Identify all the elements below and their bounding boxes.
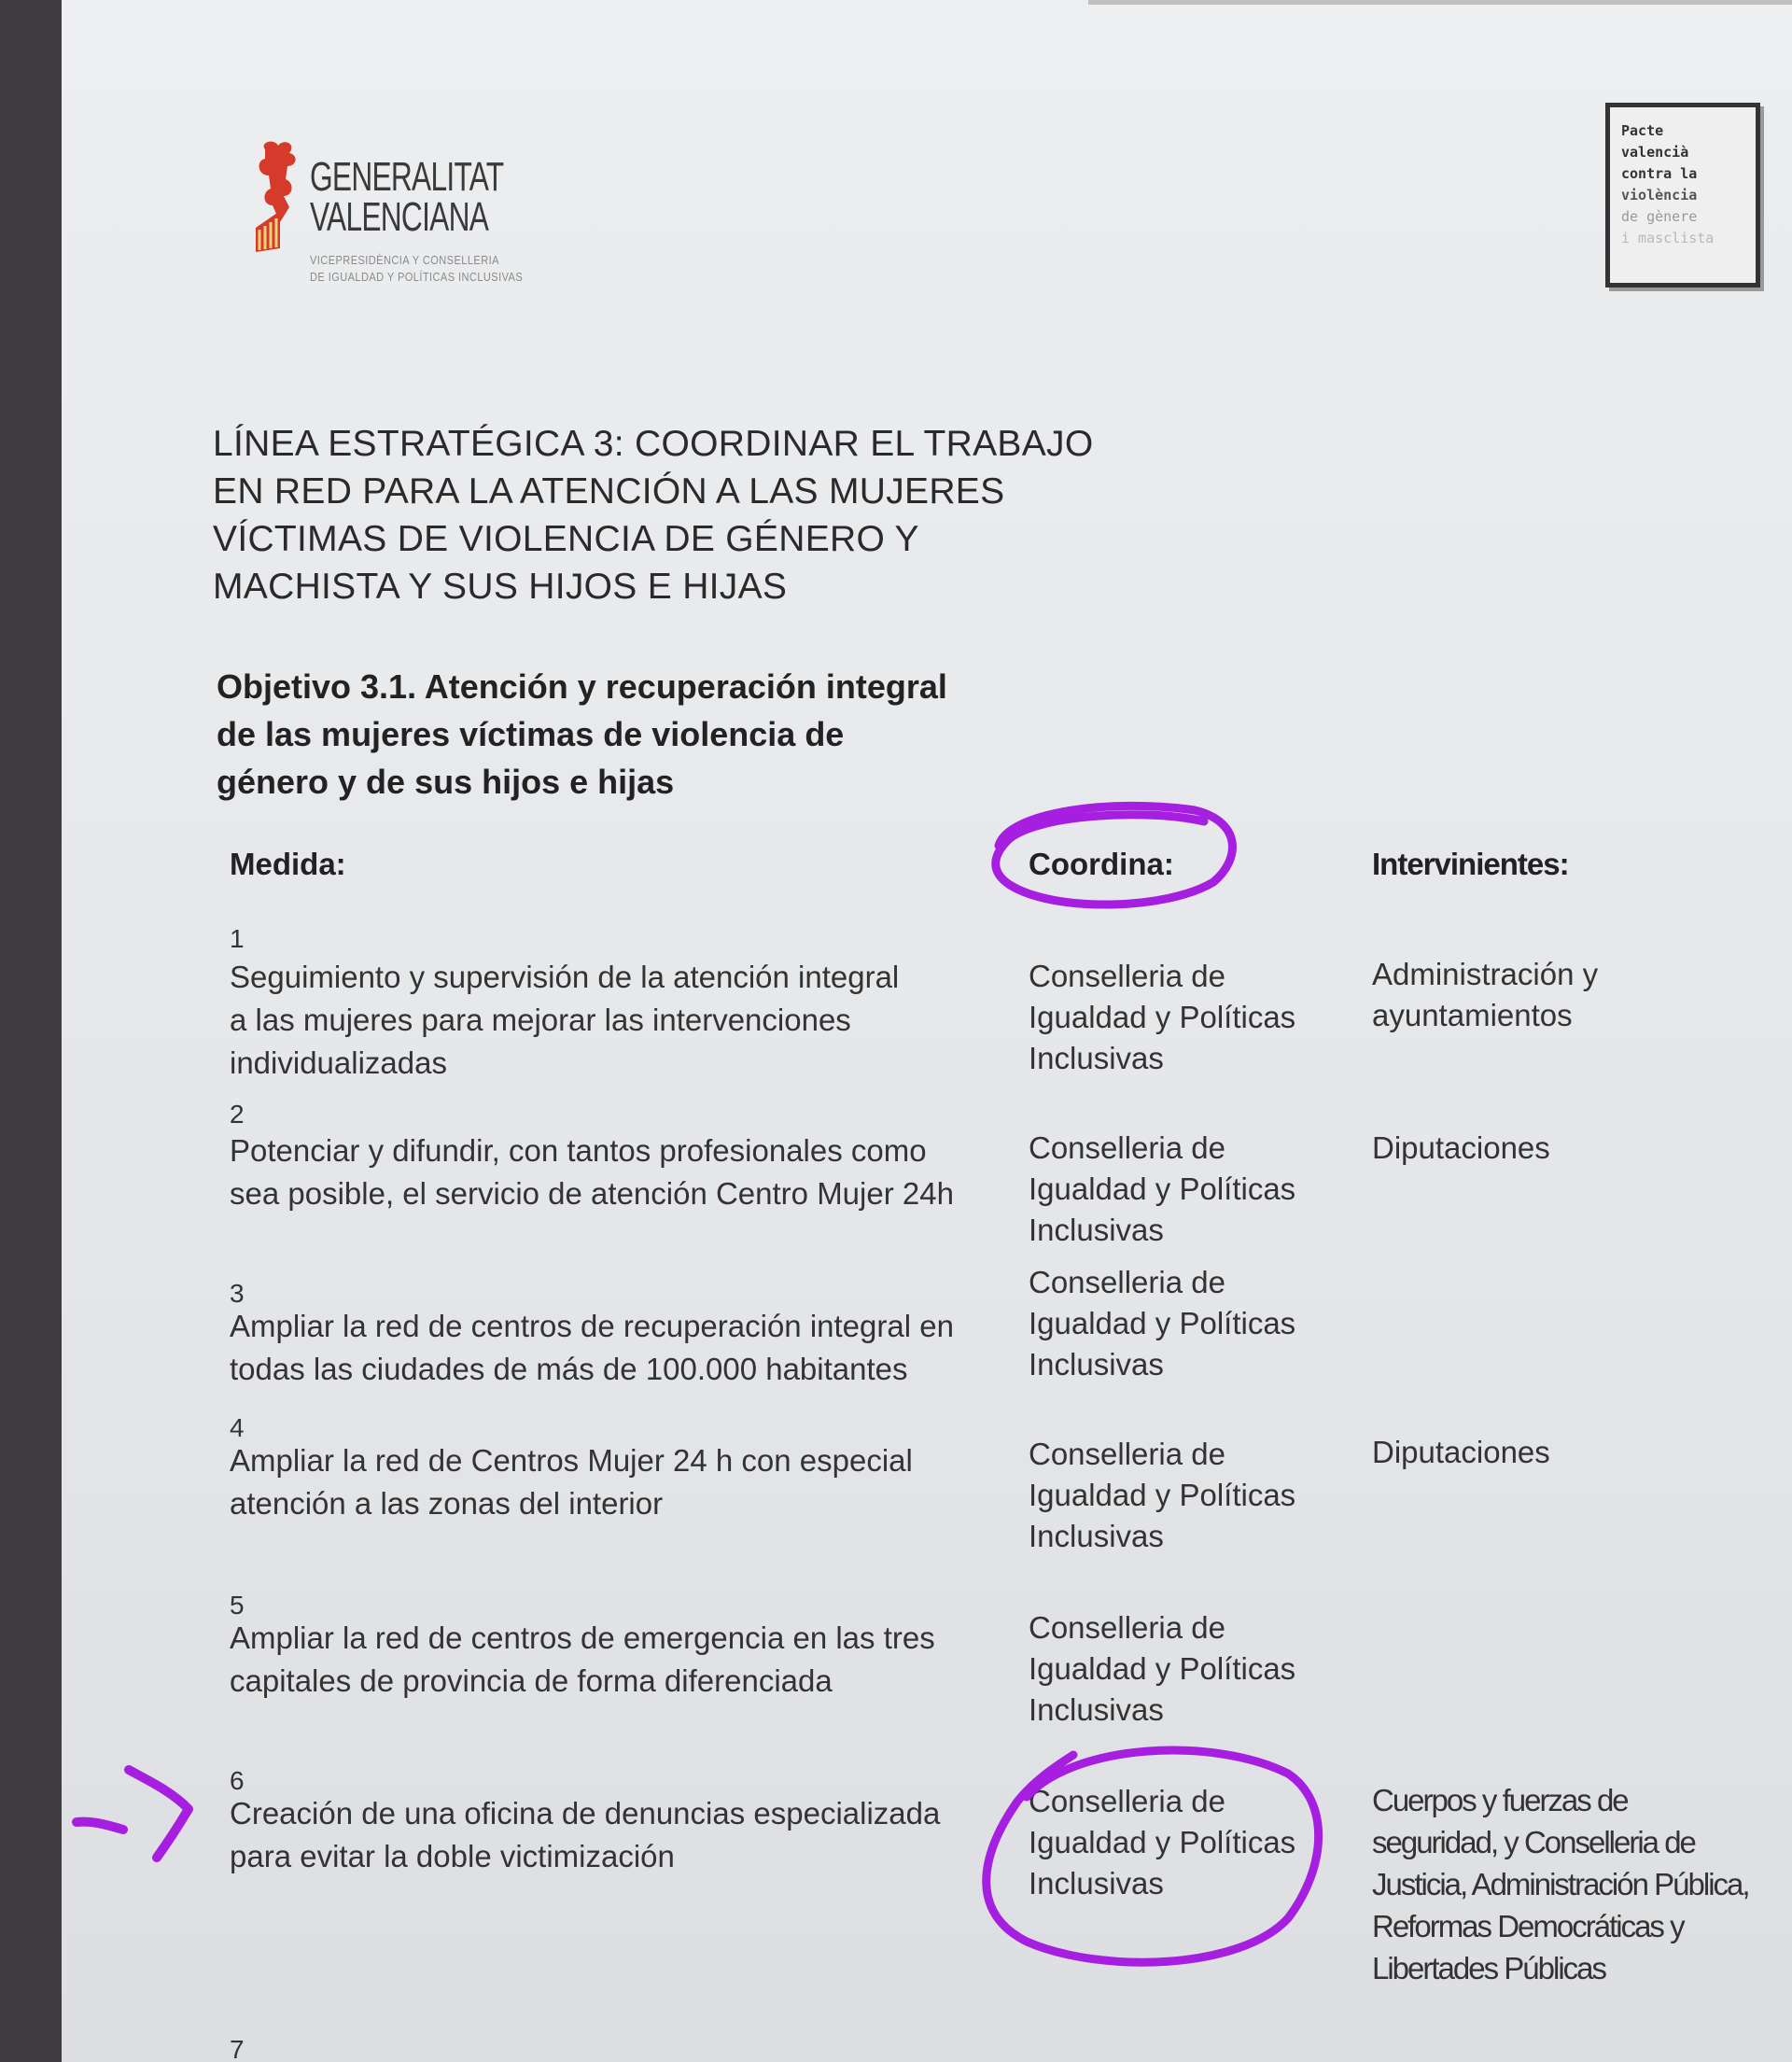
measure-text-line: individualizadas [230,1045,447,1080]
column-header-intervinientes: Intervinientes: [1372,847,1569,881]
coordinator-cell [1029,956,1346,1079]
intervinientes-line: seguridad, y Conselleria de [1372,1825,1695,1859]
measure-number: 4 [230,1413,245,1442]
measure-text-line: Potenciar y difundir, con tantos profesionales como [230,1133,927,1168]
measure-number: 7 [230,2035,245,2062]
measure-text-line: Seguimiento y supervisión de la atención integral [230,960,900,994]
coordinator-line: Igualdad y Políticas [1029,1171,1296,1206]
column-header-medida: Medida: [230,847,346,881]
heading-line: LÍNEA ESTRATÉGICA 3: COORDINAR EL TRABAJO [213,424,1094,464]
badge-line: i masclista [1621,230,1715,246]
objective-heading [217,663,1057,806]
measure-number: 5 [230,1591,245,1620]
intervinientes-line: Administración y [1372,957,1599,991]
measure-text [230,1792,995,1878]
logo-name-line1: GENERALITAT [310,154,504,200]
coordinator-cell [1029,1607,1346,1731]
measure-number: 6 [230,1766,245,1795]
measure-text-line: Ampliar la red de centros de recuperación integral en [230,1309,954,1343]
page-edge [1088,0,1792,5]
heading-line: MACHISTA Y SUS HIJOS E HIJAS [213,567,788,607]
badge-line: violència [1621,187,1698,203]
intervinientes-line: ayuntamientos [1372,998,1573,1032]
measure-text-line: todas las ciudades de más de 100.000 habitantes [230,1352,908,1386]
coordinator-line: Igualdad y Políticas [1029,1000,1296,1034]
measure-text [230,1617,995,1703]
badge-line: contra la [1621,165,1698,182]
measure-number: 1 [230,924,245,953]
objective-line: Objetivo 3.1. Atención y recuperación integral [217,667,947,706]
logo-subtitle [310,252,523,286]
coordinator-line: Inclusivas [1029,1041,1164,1075]
coordinator-line: Inclusivas [1029,1347,1164,1382]
generalitat-logo [252,138,644,297]
heading-line: EN RED PARA LA ATENCIÓN A LAS MUJERES [213,471,1005,512]
coordinator-line: Inclusivas [1029,1213,1164,1247]
measure-text-line: atención a las zonas del interior [230,1486,664,1521]
measure-number: 2 [230,1100,245,1129]
measure-text-line: Creación de una oficina de denuncias especializada [230,1796,941,1831]
measure-text-line: capitales de provincia de forma diferenciada [230,1663,833,1698]
badge-line: de gènere [1621,208,1698,225]
intervinientes-cell [1372,954,1783,1036]
coordinator-cell [1029,1434,1346,1557]
strategic-line-heading [213,420,1239,610]
intervinientes-line: Justicia, Administración Pública, [1372,1867,1749,1901]
intervinientes-cell [1372,1779,1783,1989]
heading-line: VÍCTIMAS DE VIOLENCIA DE GÉNERO Y [213,519,919,559]
coordinator-line: Conselleria de [1029,1610,1225,1645]
measure-text-line: para evitar la doble victimización [230,1839,675,1873]
measure-text-line: Ampliar la red de centros de emergencia en las tres [230,1620,935,1655]
badge-line: Pacte [1621,122,1664,139]
intervinientes-line: Cuerpos y fuerzas de [1372,1783,1628,1817]
coordinator-line: Conselleria de [1029,1265,1225,1299]
measure-number: 3 [230,1279,245,1308]
intervinientes-line: Reformas Democráticas y [1372,1909,1684,1943]
intervinientes-cell [1372,1432,1783,1473]
coordinator-line: Igualdad y Políticas [1029,1306,1296,1340]
coordinator-line: Igualdad y Políticas [1029,1478,1296,1512]
coordinator-cell [1029,1262,1346,1385]
coat-of-arms-icon [252,138,308,260]
intervinientes-line: Diputaciones [1372,1130,1550,1165]
coordinator-line: Inclusivas [1029,1692,1164,1727]
measure-text-line: sea posible, el servicio de atención Centro Mujer 24h [230,1176,954,1211]
measure-text [230,956,995,1085]
document-page [62,0,1792,2062]
objective-line: género y de sus hijos e hijas [217,763,675,801]
measure-text [230,1305,995,1391]
intervinientes-line: Diputaciones [1372,1435,1550,1469]
logo-name-line2: VALENCIANA [310,194,489,240]
badge-line: valencià [1621,144,1689,161]
coordinator-line: Conselleria de [1029,1437,1225,1471]
objective-line: de las mujeres víctimas de violencia de [217,715,845,753]
logo-name [310,154,504,240]
column-header-coordina: Coordina: [1029,847,1174,881]
intervinientes-cell [1372,1128,1783,1169]
logo-sub-line2: DE IGUALDAD Y POLÍTICAS INCLUSIVAS [310,270,524,284]
coordinator-line: Inclusivas [1029,1519,1164,1553]
coordinator-line: Conselleria de [1029,1130,1225,1165]
pacte-badge [1605,103,1760,288]
measure-text [230,1129,995,1215]
coordinator-cell [1029,1128,1346,1251]
coordinator-line: Conselleria de [1029,959,1225,993]
logo-sub-line1: VICEPRESIDÈNCIA Y CONSELLERIA [310,253,499,267]
measure-text-line: a las mujeres para mejorar las intervenciones [230,1003,851,1037]
measure-text-line: Ampliar la red de Centros Mujer 24 h con especial [230,1443,913,1478]
coordinator-line: Igualdad y Políticas [1029,1651,1296,1686]
coordinator-line: Igualdad y Políticas [1029,1825,1296,1859]
coordinator-line: Conselleria de [1029,1784,1225,1818]
intervinientes-line: Libertades Públicas [1372,1951,1606,1985]
coordinator-line: Inclusivas [1029,1866,1164,1901]
coordinator-cell [1029,1781,1346,1904]
measure-text [230,1439,995,1525]
